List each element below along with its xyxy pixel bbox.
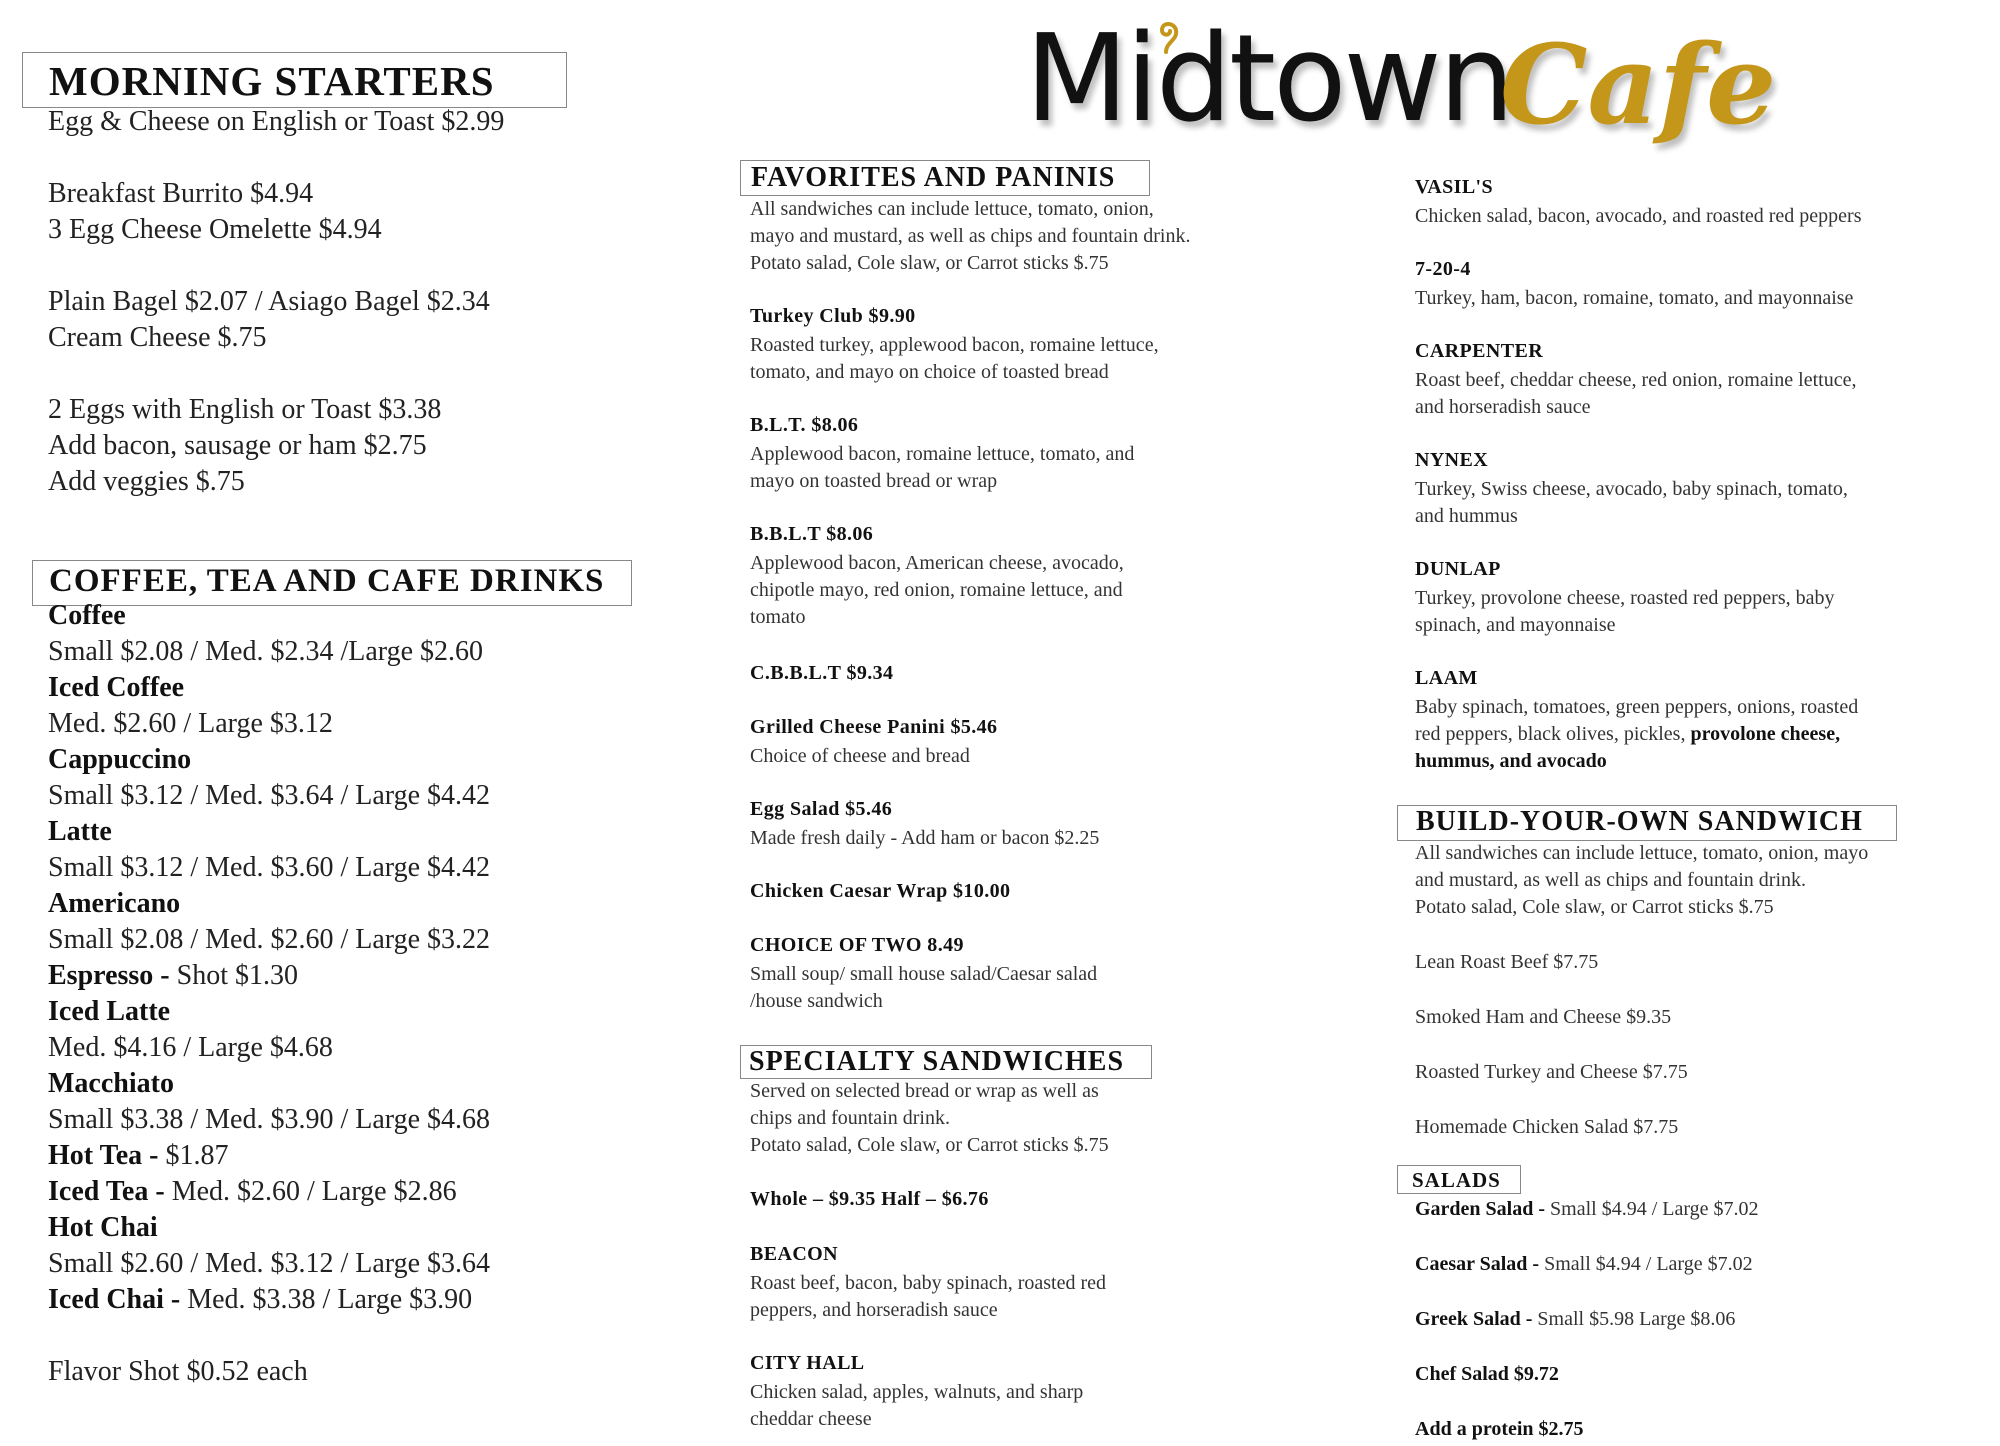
menu-item-title: Egg Salad $5.46 <box>750 798 893 820</box>
menu-item-desc: /house sandwich <box>750 990 883 1012</box>
menu-item-title: Turkey Club $9.90 <box>750 305 916 327</box>
menu-item-desc: red peppers, black olives, pickles, provolone cheese, <box>1415 723 1841 745</box>
menu-item-desc: hummus, and avocado <box>1415 750 1607 772</box>
build-intro: All sandwiches can include lettuce, tomato, onion, mayo <box>1415 842 1869 864</box>
coffee-item: Small $2.08 / Med. $2.34 /Large $2.60 <box>48 636 483 667</box>
menu-item-title: LAAM <box>1415 667 1478 689</box>
coffee-item: Small $3.38 / Med. $3.90 / Large $4.68 <box>48 1104 490 1135</box>
menu-item-desc: mayo on toasted bread or wrap <box>750 470 998 492</box>
menu-item-desc: and horseradish sauce <box>1415 396 1591 418</box>
menu-item-title: BEACON <box>750 1243 838 1265</box>
menu-item-desc: Small soup/ small house salad/Caesar salad <box>750 963 1098 985</box>
logo-swirl-icon <box>1146 18 1186 58</box>
coffee-item: Iced Coffee <box>48 672 185 703</box>
menu-item-desc: cheddar cheese <box>750 1408 872 1430</box>
build-item: Smoked Ham and Cheese $9.35 <box>1415 1006 1672 1028</box>
build-intro: Potato salad, Cole slaw, or Carrot sticks $.75 <box>1415 896 1774 918</box>
menu-item-desc: Baby spinach, tomatoes, green peppers, onions, roasted <box>1415 696 1859 718</box>
build-your-own-heading: BUILD-YOUR-OWN SANDWICH <box>1397 805 1897 841</box>
favorites-intro: All sandwiches can include lettuce, tomato, onion, <box>750 198 1154 220</box>
salad-item: Greek Salad - Small $5.98 Large $8.06 <box>1415 1308 1736 1330</box>
coffee-item: Coffee <box>48 600 126 631</box>
logo-midtown-text: Midtown <box>1025 10 1512 149</box>
coffee-item: Iced Latte <box>48 996 171 1027</box>
menu-item-title: B.B.L.T $8.06 <box>750 523 874 545</box>
menu-item-title: DUNLAP <box>1415 558 1501 580</box>
menu-item-desc: Turkey, Swiss cheese, avocado, baby spinach, tomato, <box>1415 478 1848 500</box>
build-item: Lean Roast Beef $7.75 <box>1415 951 1599 973</box>
build-item: Homemade Chicken Salad $7.75 <box>1415 1116 1679 1138</box>
specialty-intro: chips and fountain drink. <box>750 1107 950 1129</box>
favorites-heading: FAVORITES AND PANINIS <box>740 160 1150 196</box>
flavor-shot: Flavor Shot $0.52 each <box>48 1356 308 1387</box>
build-item: Roasted Turkey and Cheese $7.75 <box>1415 1061 1688 1083</box>
menu-item-desc: tomato <box>750 606 806 628</box>
specialty-intro: Potato salad, Cole slaw, or Carrot sticks $.75 <box>750 1134 1109 1156</box>
morning-line: Add veggies $.75 <box>48 466 245 497</box>
menu-item-desc: Applewood bacon, American cheese, avocado, <box>750 552 1124 574</box>
menu-item-desc: Roast beef, bacon, baby spinach, roasted red <box>750 1272 1106 1294</box>
salad-item: Add a protein $2.75 <box>1415 1418 1584 1440</box>
menu-item-title: VASIL'S <box>1415 176 1494 198</box>
morning-line: 3 Egg Cheese Omelette $4.94 <box>48 214 382 245</box>
menu-item-desc: Turkey, provolone cheese, roasted red peppers, baby <box>1415 587 1835 609</box>
coffee-item: Med. $4.16 / Large $4.68 <box>48 1032 333 1063</box>
specialty-price: Whole – $9.35 Half – $6.76 <box>750 1188 989 1210</box>
coffee-item: Small $2.60 / Med. $3.12 / Large $3.64 <box>48 1248 490 1279</box>
menu-item-title: CHOICE OF TWO 8.49 <box>750 934 964 956</box>
coffee-item: Cappuccino <box>48 744 192 775</box>
menu-item-desc: chipotle mayo, red onion, romaine lettuce, and <box>750 579 1123 601</box>
menu-item-desc: Made fresh daily - Add ham or bacon $2.25 <box>750 827 1100 849</box>
coffee-item: Med. $2.60 / Large $3.12 <box>48 708 333 739</box>
menu-item-desc: Chicken salad, apples, walnuts, and sharp <box>750 1381 1084 1403</box>
salad-item: Garden Salad - Small $4.94 / Large $7.02 <box>1415 1198 1759 1220</box>
coffee-item: Hot Tea - $1.87 <box>48 1140 229 1171</box>
menu-item-desc: Chicken salad, bacon, avocado, and roasted red peppers <box>1415 205 1862 227</box>
coffee-item: Hot Chai <box>48 1212 158 1243</box>
midtown-cafe-logo <box>1025 10 1777 180</box>
favorites-intro: Potato salad, Cole slaw, or Carrot sticks $.75 <box>750 252 1109 274</box>
menu-item-desc: Applewood bacon, romaine lettuce, tomato, and <box>750 443 1135 465</box>
coffee-item: Small $3.12 / Med. $3.64 / Large $4.42 <box>48 780 490 811</box>
menu-item-title: C.B.B.L.T $9.34 <box>750 662 894 684</box>
coffee-item: Espresso - Shot $1.30 <box>48 960 298 991</box>
salads-heading: SALADS <box>1397 1165 1521 1194</box>
coffee-item: Americano <box>48 888 181 919</box>
specialty-heading: SPECIALTY SANDWICHES <box>740 1045 1152 1079</box>
salad-item: Caesar Salad - Small $4.94 / Large $7.02 <box>1415 1253 1753 1275</box>
morning-line: Add bacon, sausage or ham $2.75 <box>48 430 427 461</box>
salad-item: Chef Salad $9.72 <box>1415 1363 1559 1385</box>
menu-item-title: NYNEX <box>1415 449 1489 471</box>
menu-item-desc: spinach, and mayonnaise <box>1415 614 1616 636</box>
menu-item-desc: peppers, and horseradish sauce <box>750 1299 998 1321</box>
coffee-item: Iced Chai - Med. $3.38 / Large $3.90 <box>48 1284 473 1315</box>
menu-item-desc: Choice of cheese and bread <box>750 745 970 767</box>
morning-starters-heading: MORNING STARTERS <box>22 52 567 108</box>
menu-item-desc: tomato, and mayo on choice of toasted bread <box>750 361 1109 383</box>
coffee-item: Small $3.12 / Med. $3.60 / Large $4.42 <box>48 852 490 883</box>
menu-item-title: CITY HALL <box>750 1352 865 1374</box>
menu-item-title: B.L.T. $8.06 <box>750 414 859 436</box>
morning-line: Cream Cheese $.75 <box>48 322 267 353</box>
menu-item-title: Grilled Cheese Panini $5.46 <box>750 716 998 738</box>
coffee-heading: COFFEE, TEA AND CAFE DRINKS <box>32 560 632 606</box>
morning-line: Plain Bagel $2.07 / Asiago Bagel $2.34 <box>48 286 490 317</box>
morning-line: Egg & Cheese on English or Toast $2.99 <box>48 106 505 137</box>
specialty-intro: Served on selected bread or wrap as well as <box>750 1080 1099 1102</box>
favorites-intro: mayo and mustard, as well as chips and fountain drink. <box>750 225 1191 247</box>
logo-cafe-text: Cafe <box>1500 20 1777 149</box>
menu-item-desc: Roast beef, cheddar cheese, red onion, romaine lettuce, <box>1415 369 1857 391</box>
coffee-item: Macchiato <box>48 1068 174 1099</box>
menu-item-title: 7-20-4 <box>1415 258 1471 280</box>
menu-item-desc: and hummus <box>1415 505 1518 527</box>
coffee-item: Small $2.08 / Med. $2.60 / Large $3.22 <box>48 924 490 955</box>
menu-item-desc: Roasted turkey, applewood bacon, romaine lettuce, <box>750 334 1159 356</box>
menu-item-title: Chicken Caesar Wrap $10.00 <box>750 880 1011 902</box>
coffee-item: Iced Tea - Med. $2.60 / Large $2.86 <box>48 1176 457 1207</box>
menu-item-title: CARPENTER <box>1415 340 1544 362</box>
morning-line: 2 Eggs with English or Toast $3.38 <box>48 394 442 425</box>
menu-item-desc: Turkey, ham, bacon, romaine, tomato, and mayonnaise <box>1415 287 1854 309</box>
morning-line: Breakfast Burrito $4.94 <box>48 178 314 209</box>
build-intro: and mustard, as well as chips and fountain drink. <box>1415 869 1807 891</box>
coffee-item: Latte <box>48 816 112 847</box>
